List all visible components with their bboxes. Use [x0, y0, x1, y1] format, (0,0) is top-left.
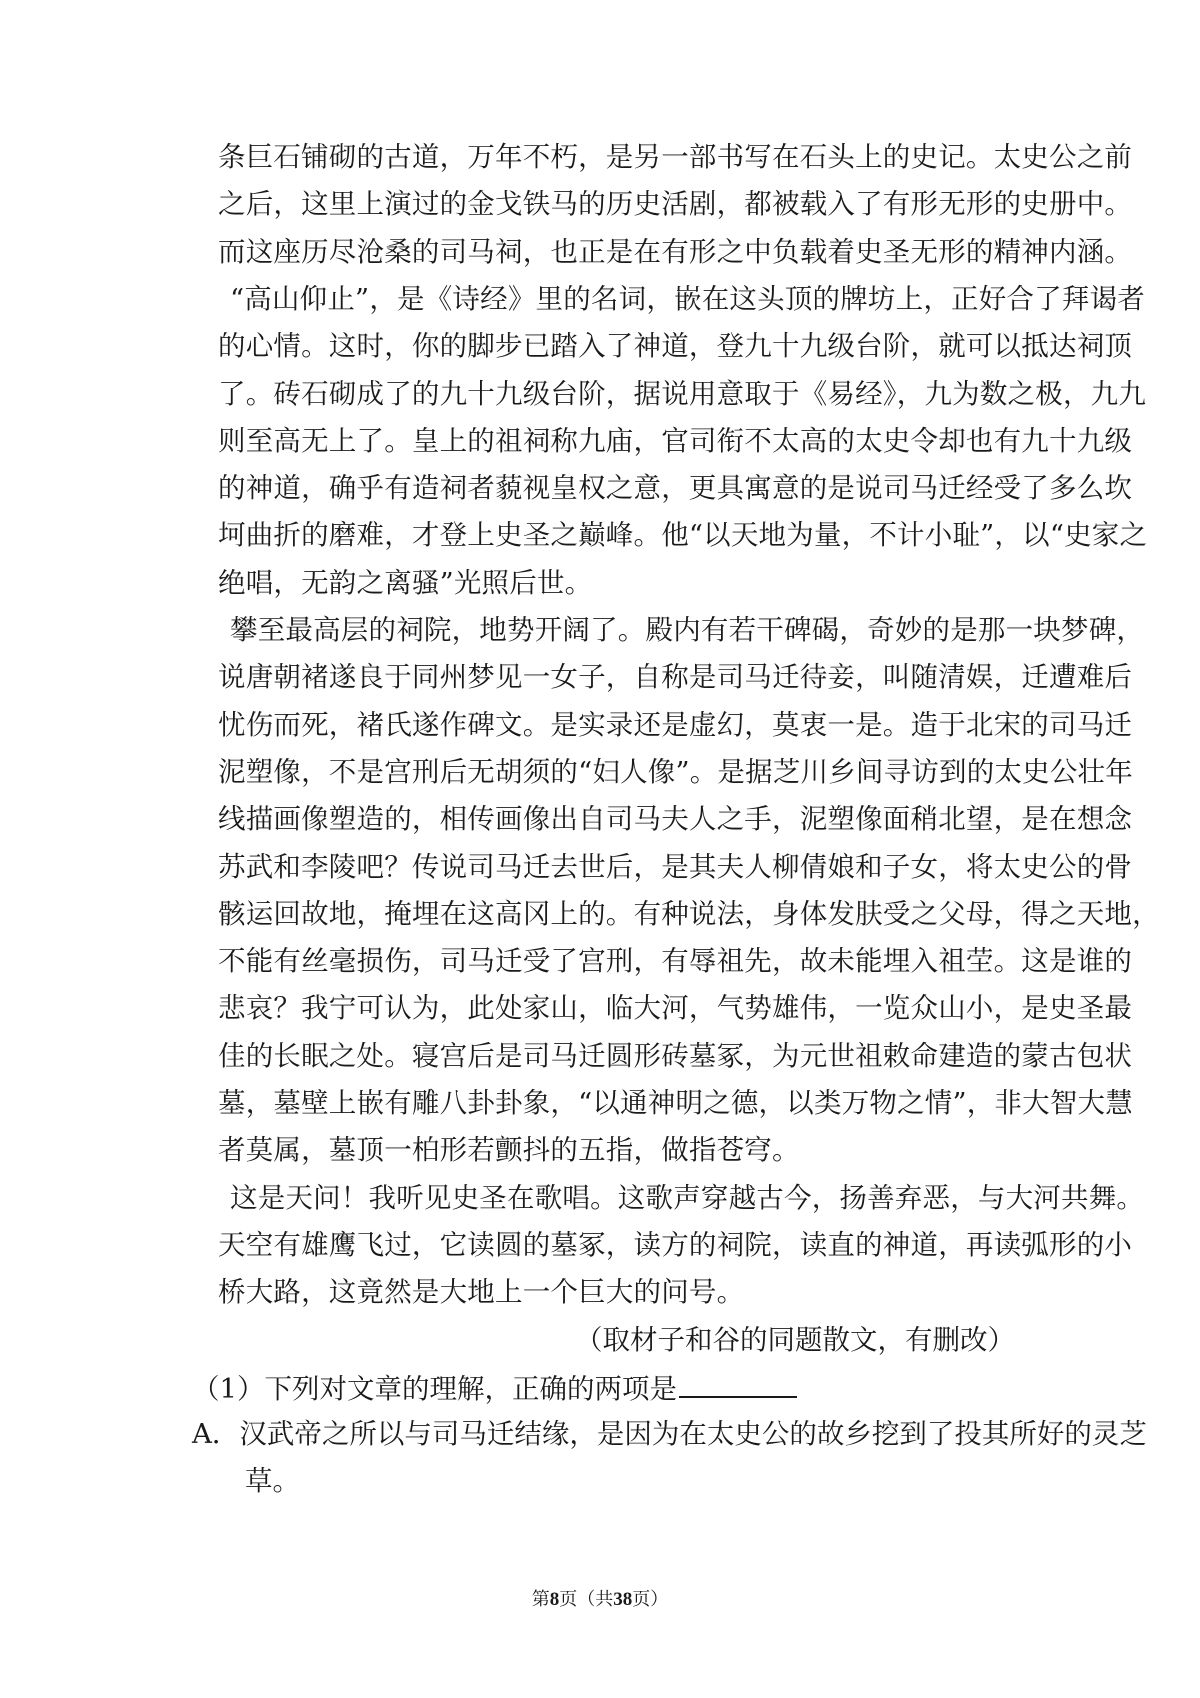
text-line: 佳的长眠之处。寝宫后是司马迁圆形砖墓冢，为元世祖敕命建造的蒙古包状 [218, 1040, 1133, 1072]
text-line: 了。砖石砌成了的九十九级台阶，据说用意取于《易经》，九为数之极，九九 [218, 378, 1147, 410]
source-attribution: （取材子和谷的同题散文，有删改） [575, 1324, 1015, 1356]
text-line: 绝唱，无韵之离骚”光照后世。 [218, 567, 593, 599]
text-line: 的神道，确乎有造祠者藐视皇权之意，更具寓意的是说司马迁经受了多么坎 [218, 472, 1133, 504]
option-a[interactable] [192, 1417, 1147, 1451]
footer-total-pages: 38 [613, 1589, 633, 1610]
text-line: 说唐朝褚遂良于同州梦见一女子，自称是司马迁待妾，叫随清娱，迁遭难后 [218, 661, 1133, 693]
page-footer [0, 1589, 1200, 1611]
option-a-label: A． [192, 1418, 240, 1450]
footer-prefix: 第 [531, 1589, 550, 1610]
text-line: 天空有雄鹰飞过，它读圆的墓冢，读方的祠院，读直的神道，再读弧形的小 [218, 1229, 1133, 1261]
text-line: 者莫属，墓顶一柏形若颤抖的五指，做指苍穹。 [218, 1134, 800, 1166]
text-line: 坷曲折的磨难，才登上史圣之巅峰。他“以天地为量，不计小耻”，以“史家之 [218, 519, 1148, 551]
text-line: 则至高无上了。皇上的祖祠称九庙，官司衔不太高的太史令却也有九十九级 [218, 425, 1133, 457]
option-a-continuation: 草。 [245, 1465, 300, 1497]
text-line: 条巨石铺砌的古道，万年不朽，是另一部书写在石头上的史记。太史公之前 [218, 141, 1133, 173]
footer-page-number: 8 [549, 1589, 560, 1610]
text-line: 墓，墓壁上嵌有雕八卦卦象，“以通神明之德，以类万物之情”，非大智大慧 [218, 1087, 1133, 1119]
text-line: 骸运回故地，掩埋在这高冈上的。有种说法，身体发肤受之父母，得之天地， [218, 898, 1160, 930]
text-line: 的心情。这时，你的脚步已踏入了神道，登九十九级台阶，就可以抵达祠顶 [218, 330, 1133, 362]
text-line: 之后，这里上演过的金戈铁马的历史活剧，都被载入了有形无形的史册中。 [218, 188, 1133, 220]
text-line: 桥大路，这竟然是大地上一个巨大的问号。 [218, 1276, 745, 1308]
text-line: 而这座历尽沧桑的司马祠，也正是在有形之中负载着史圣无形的精神内涵。 [218, 236, 1133, 268]
text-line: 忧伤而死，褚氏遂作碑文。是实录还是虚幻，莫衷一是。造于北宋的司马迁 [218, 709, 1133, 741]
question-stem [192, 1370, 797, 1406]
text-line: 这是天问！我听见史圣在歌唱。这歌声穿越古今，扬善弃恶，与大河共舞。 [230, 1182, 1145, 1214]
footer-mid: 页（共 [559, 1589, 614, 1610]
footer-suffix: 页） [632, 1589, 669, 1610]
text-line: 攀至最高层的祠院，地势开阔了。殿内有若干碑碣，奇妙的是那一块梦碑， [230, 614, 1145, 646]
text-line: 不能有丝毫损伤，司马迁受了宫刑，有辱祖先，故未能埋入祖茔。这是谁的 [218, 945, 1133, 977]
text-line: 线描画像塑造的，相传画像出自司马夫人之手，泥塑像面稍北望，是在想念 [218, 803, 1133, 835]
text-line: “高山仰止”，是《诗经》里的名词，嵌在这头顶的牌坊上，正好合了拜谒者 [230, 283, 1145, 315]
text-line: 悲哀？我宁可认为，此处家山，临大河，气势雄伟，一览众山小，是史圣最 [218, 992, 1133, 1024]
text-line: 泥塑像，不是宫刑后无胡须的“妇人像”。是据芝川乡间寻访到的太史公壮年 [218, 756, 1133, 788]
answer-blank[interactable] [679, 1370, 797, 1398]
text-line: 苏武和李陵吧？传说司马迁去世后，是其夫人柳倩娘和子女，将太史公的骨 [218, 851, 1133, 883]
option-a-text: 汉武帝之所以与司马迁结缘，是因为在太史公的故乡挖到了投其所好的灵芝 [239, 1418, 1147, 1450]
question-text: （1）下列对文章的理解，正确的两项是 [192, 1373, 677, 1405]
